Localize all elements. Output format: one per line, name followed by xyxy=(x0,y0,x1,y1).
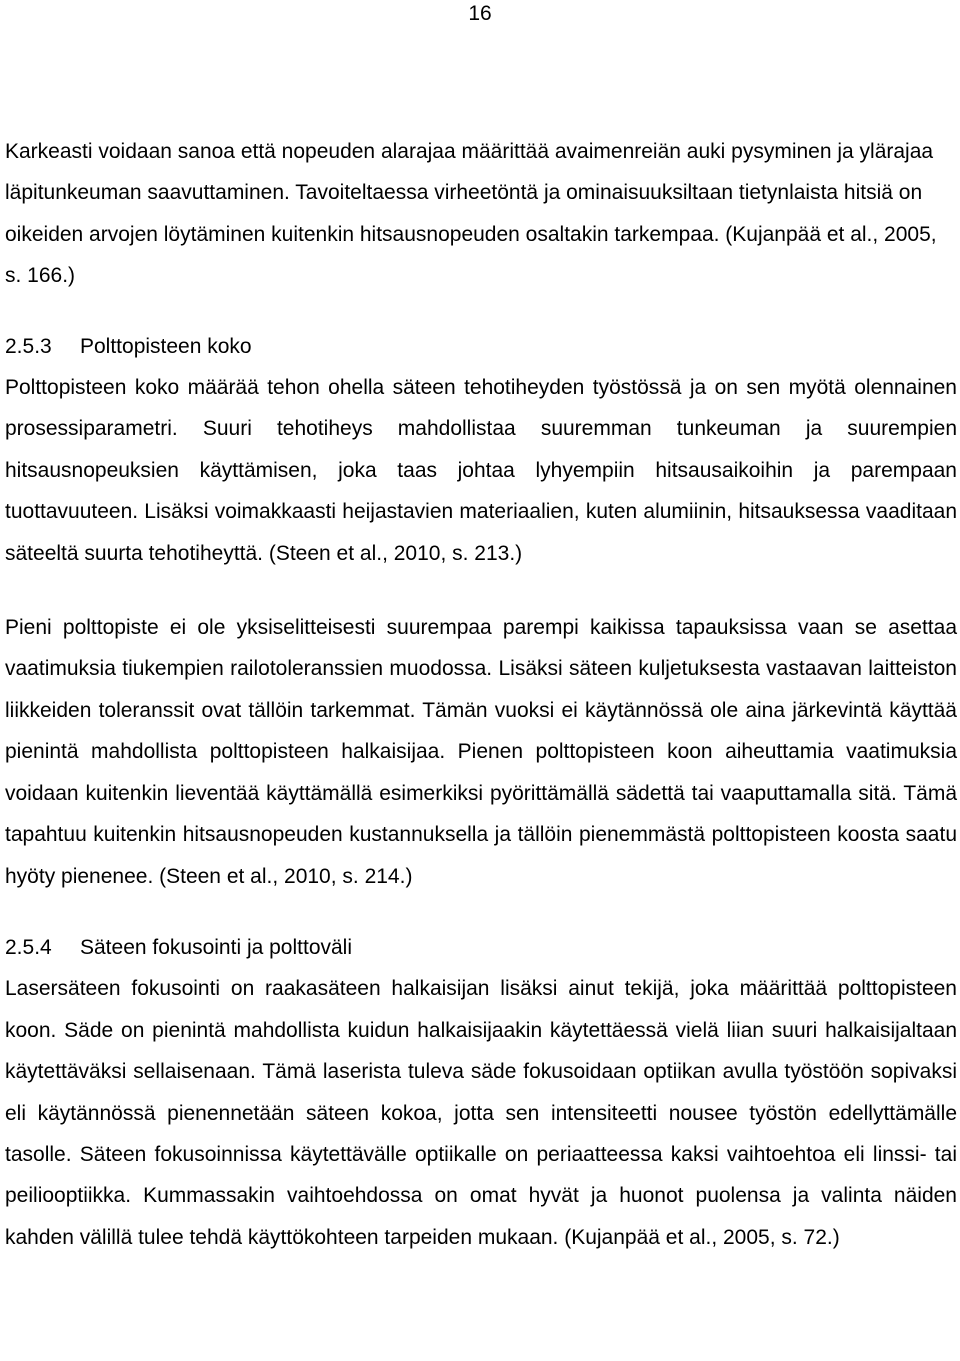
paragraph-welding-speed: Karkeasti voidaan sanoa että nopeuden alarajaa määrittää avaimenreiän auki pysyminen ja ylärajaa läpitunkeuman saavuttaminen. Tavoiteltaessa virheetöntä ja ominaisuuksiltaan tietynlaista hitsiä on oikeiden arvojen löytäminen kuitenkin hitsausnopeuden osaltakin tarkempaa. (Kujanpää et al., 2005, s. 166.) xyxy=(5,140,937,288)
body-text xyxy=(5,131,957,1258)
paragraph-focus-spot-size: Polttopisteen koko määrää tehon ohella säteen tehotiheyden työstössä ja on sen myötä olennainen prosessiparametri. Suuri tehotiheys mahdollistaa suuremman tunkeuman ja suurempien hitsausnopeuksien käyttämisen, joka taas johtaa lyhyempiin hitsausaikoihin ja parempaan tuottavuuteen. Lisäksi voimakkaasti heijastavien materiaalien, kuten alumiinin, hitsauksessa vaaditaan säteeltä suurta tehotiheyttä. (Steen et al., 2010, s. 213.) xyxy=(5,376,957,565)
section-heading-2-5-3 xyxy=(5,326,957,367)
section-number: 2.5.4 xyxy=(5,935,52,959)
section-title: Säteen fokusointi ja polttoväli xyxy=(80,935,353,959)
section-number: 2.5.3 xyxy=(5,334,52,358)
paragraph-small-focus-spot: Pieni polttopiste ei ole yksiselitteisesti suurempaa parempi kaikissa tapauksissa vaan se asettaa vaatimuksia tiukempien railotoleranssien muodossa. Lisäksi säteen kuljetuksesta vastaavan laitteiston liikkeiden toleranssit ovat tällöin tarkemmat. Tämän vuoksi ei käytännössä ole aina järkevintä käyttää pienintä mahdollista polttopisteen halkaisijaa. Pienen polttopisteen koon aiheuttamia vaatimuksia voidaan kuitenkin lieventää käyttämällä esimerkiksi pyörittämällä sädettä tai vaaputtamalla sitä. Tämä tapahtuu kuitenkin hitsausnopeuden kustannuksella ja tällöin pienemmästä polttopisteen koosta saatu hyöty pienenee. (Steen et al., 2010, s. 214.) xyxy=(5,616,957,888)
section-title: Polttopisteen koko xyxy=(80,334,252,358)
page-number: 16 xyxy=(468,2,492,25)
section-heading-2-5-4 xyxy=(5,927,957,968)
paragraph-beam-focusing: Lasersäteen fokusointi on raakasäteen halkaisijan lisäksi ainut tekijä, joka määrittää polttopisteen koon. Säde on pienintä mahdollista kuidun halkaisijaakin käytettäessä vielä liian suuri halkaisijaltaan käytettäväksi sellaisenaan. Tämä laserista tuleva säde fokusoidaan optiikan avulla työstöön sopivaksi eli käytännössä pienennetään säteen kokoa, jotta sen intensiteetti nousee työstön edellyttämälle tasolle. Säteen fokusoinnissa käytettävälle optiikalle on periaatteessa kaksi vaihtoehtoa eli linssi- tai peiliooptiikka. Kummassakin vaihtoehdossa on omat hyvät ja huonot puolensa ja valinta näiden kahden välillä tulee tehdä käyttökohteen tarpeiden mukaan. (Kujanpää et al., 2005, s. 72.) xyxy=(5,977,957,1249)
